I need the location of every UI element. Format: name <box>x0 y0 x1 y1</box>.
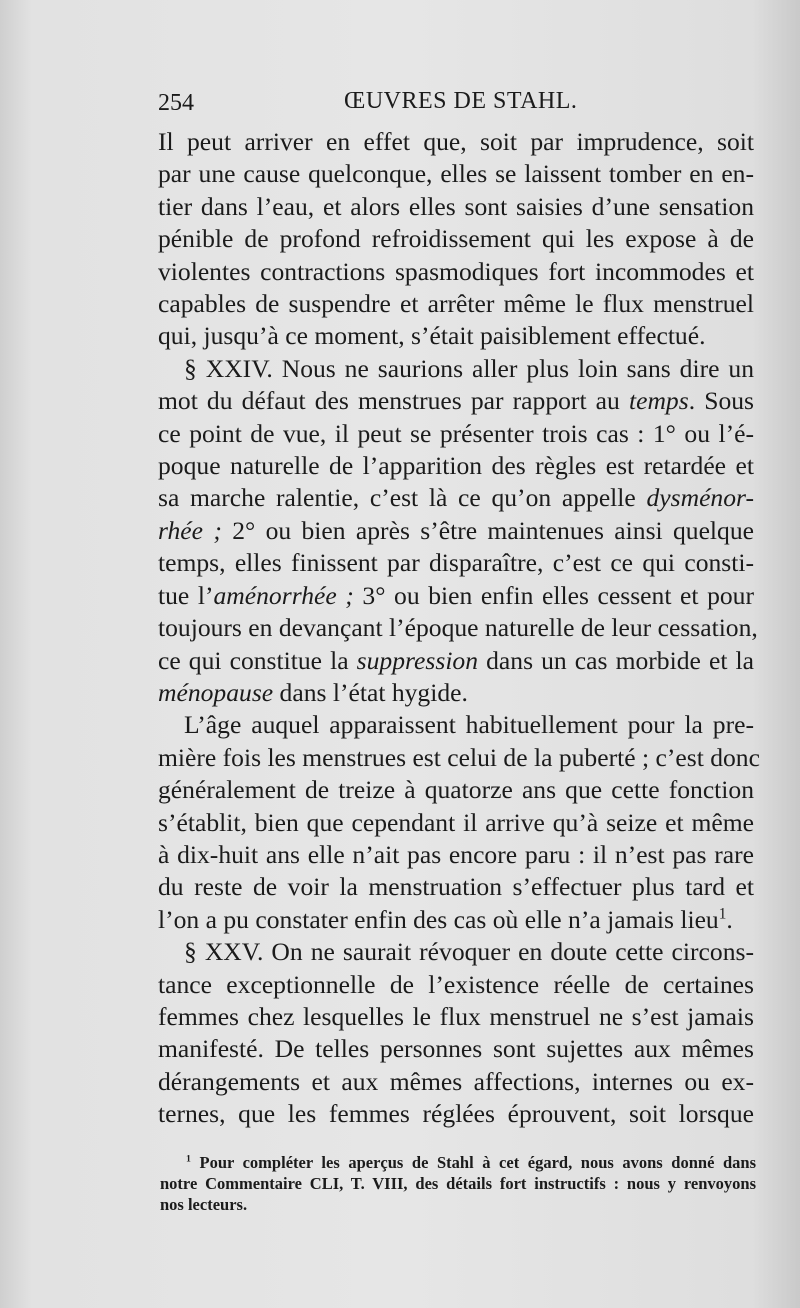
text-span: dans un cas morbide et la <box>478 645 754 675</box>
text-line <box>158 515 754 547</box>
text-line: L’âge auquel apparaissent habituellement pour la pre- <box>184 710 754 740</box>
text-line: généralement de treize à quatorze ans que cette fonction <box>158 775 754 805</box>
italic-term: aménorrhée ; <box>213 580 354 610</box>
text-span: dans l’état hygide. <box>273 677 468 707</box>
text-span: 3° ou bien enfin elles cessent et pour <box>353 580 754 610</box>
text-span: mot du défaut des menstrues par rapport au <box>158 386 629 416</box>
text-line <box>158 645 754 677</box>
text-span: tue l’ <box>158 580 214 610</box>
text-span: l’on a pu constater enfin des cas où elle n’a jamais lieu <box>158 904 719 934</box>
text-line <box>158 385 754 417</box>
text-line: à dix-huit ans elle n’ait pas encore paru : il n’est pas rare <box>158 839 754 869</box>
text-line: violentes contractions spasmodiques fort incommodes et <box>158 256 754 286</box>
text-line: Il peut arriver en effet que, soit par imprudence, soit <box>158 127 754 156</box>
text-line <box>158 904 754 936</box>
text-line <box>158 580 754 612</box>
running-head: ŒUVRES DE STAHL. <box>344 88 578 114</box>
text-line: par une cause quelconque, elles se laissent tomber en en- <box>158 159 754 189</box>
text-span: . Sous <box>688 386 754 416</box>
text-line <box>158 482 754 514</box>
footnote <box>160 1152 756 1215</box>
text-line: toujours en devançant l’époque naturelle de leur cessation, <box>158 613 758 643</box>
text-line: tier dans l’eau, et alors elles sont saisies d’une sensation <box>158 191 754 221</box>
text-span: Pour compléter les aperçus de Stahl à cet égard, nous avons donné dans <box>190 1153 756 1172</box>
section-heading-line: § XXIV. Nous ne saurions aller plus loin sans dire un <box>184 353 754 383</box>
text-line: ce point de vue, il peut se présenter trois cas : 1° ou l’é- <box>158 418 754 448</box>
italic-term: temps <box>628 386 689 416</box>
page-number: 254 <box>158 90 194 116</box>
text-span: ce qui constitue la <box>158 645 357 675</box>
text-line: poque naturelle de l’apparition des règles est retardée et <box>158 451 754 481</box>
text-span: sa marche ralentie, c’est là ce qu’on appelle <box>158 483 647 513</box>
text-line: s’établit, bien que cependant il arrive qu’à seize et même <box>158 807 754 837</box>
body-text <box>158 126 760 1131</box>
text-span: . <box>726 904 733 934</box>
footnote-line: nos lecteurs. <box>160 1195 248 1214</box>
footnote-line: notre Commentaire CLI, T. VIII, des détails fort instructifs : nous y renvoyons <box>160 1174 756 1193</box>
section-heading-line: § XXV. On ne saurait révoquer en doute cette circons- <box>184 937 754 967</box>
text-line: ternes, que les femmes réglées éprouvent, soit lorsque <box>158 1099 754 1129</box>
text-line: du reste de voir la menstruation s’effectuer plus tard et <box>158 872 754 902</box>
footnote-ref: 1 <box>718 905 727 923</box>
footnote-marker: 1 <box>186 1153 191 1165</box>
italic-term: dysménor- <box>646 483 754 513</box>
text-line: dérangements et aux mêmes affections, internes ou ex- <box>158 1066 754 1096</box>
text-line: temps, elles finissent par disparaître, c’est ce qui consti- <box>158 548 754 578</box>
italic-term: suppression <box>356 645 479 675</box>
page-header <box>158 84 758 124</box>
text-line: femmes chez lesquelles le flux menstruel ne s’est jamais <box>158 1001 754 1031</box>
text-line: pénible de profond refroidissement qui les expose à de <box>158 224 754 254</box>
text-line: qui, jusqu’à ce moment, s’était paisiblement effectué. <box>158 321 706 351</box>
text-span: 2° ou bien après s’être maintenues ainsi quelque <box>221 515 754 545</box>
italic-term: ménopause <box>158 677 274 707</box>
footnote-line <box>160 1152 756 1173</box>
text-line: capables de suspendre et arrêter même le flux menstruel <box>158 289 754 319</box>
text-line: manifesté. De telles personnes sont sujettes aux mêmes <box>158 1034 754 1064</box>
text-line <box>158 677 754 709</box>
italic-term: rhée ; <box>158 515 222 545</box>
text-line: tance exceptionnelle de l’existence réelle de certaines <box>158 969 754 999</box>
text-line: mière fois les menstrues est celui de la puberté ; c’est donc <box>158 742 760 772</box>
